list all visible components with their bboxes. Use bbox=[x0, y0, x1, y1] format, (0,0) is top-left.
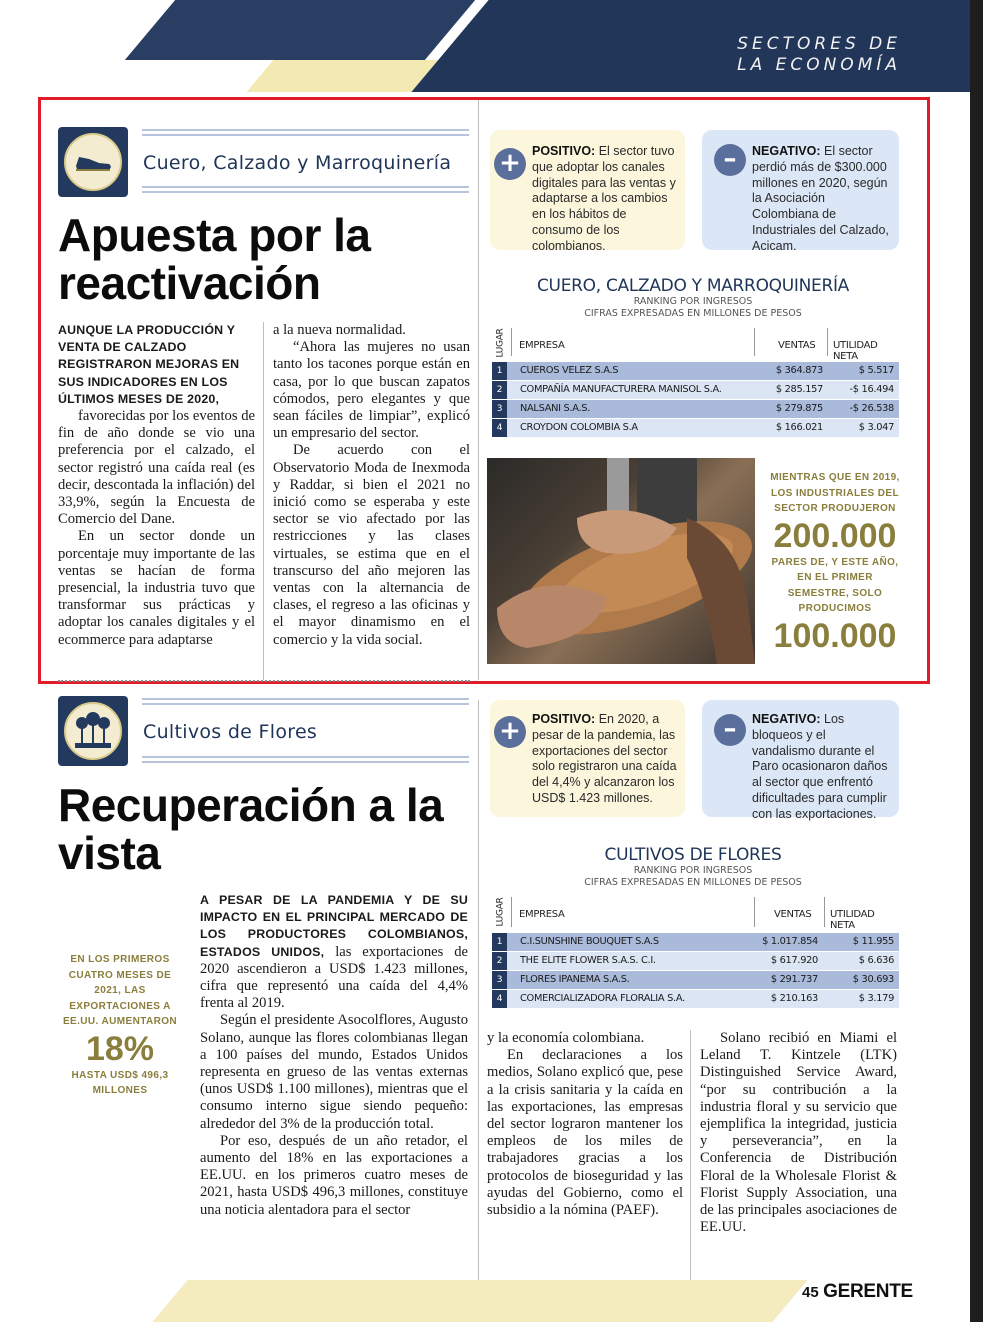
table-subtitle: RANKING POR INGRESOS bbox=[633, 865, 753, 876]
headline: Recuperación a la vista bbox=[58, 779, 444, 879]
positive-label: POSITIVO: bbox=[532, 712, 596, 726]
table-row bbox=[492, 990, 899, 1008]
title-rule-bottom bbox=[142, 186, 469, 193]
stat-number: 100.000 bbox=[773, 616, 897, 655]
rank-cell: 4 bbox=[492, 419, 507, 437]
section-title: Cuero, Calzado y Marroquinería bbox=[143, 152, 452, 174]
stat-text: HASTA USD$ 496,3 MILLONES bbox=[71, 1069, 169, 1096]
company-cell: C.I.SUNSHINE BOUQUET S.A.S bbox=[520, 936, 659, 947]
title-rule-top bbox=[142, 129, 469, 136]
rank-cell: 1 bbox=[492, 362, 507, 380]
paragraph: favorecidas por los eventos de fin de año donde se vio una preferencia por el calzado, el sector registró una caída real (es decir, descontada la inflación) del 33,9%, según la Encuesta de Comercio del Dane. bbox=[58, 408, 255, 528]
table-body bbox=[492, 897, 899, 1009]
company-cell: THE ELITE FLOWER S.A.S. C.I. bbox=[520, 955, 656, 966]
title-rule-top bbox=[142, 698, 469, 705]
article2-col1 bbox=[200, 892, 468, 1219]
net-income-cell: $ 11.955 bbox=[852, 936, 894, 947]
section-title: Cultivos de Flores bbox=[143, 721, 318, 743]
paragraph: y la economía colombiana. bbox=[487, 1030, 645, 1046]
paragraph: En declaraciones a los medios, Solano explicó que, pese a la crisis sanitaria y la caída en las exportaciones, las empresas del sector lograron mantener los empleos de los miles de trabajadores gracias a los protocolos de bioseguridad y las ayudas del Gobierno, como el subsidio a la nómina (PAEF). bbox=[487, 1047, 683, 1219]
paragraph: “Ahora las mujeres no usan tanto los tacones porque están en casa, por lo que buscan zapatos cómodos, pero elegantes y que sean fáciles de limpiar”, explicó un empresario del sector. bbox=[273, 339, 470, 442]
column-rule bbox=[690, 1030, 691, 1280]
table-row bbox=[492, 362, 899, 380]
sales-cell: $ 210.163 bbox=[770, 993, 818, 1004]
paragraph: las exportaciones de 2020 ascendieron a USD$ 1.423 millones, cifra que representó una caída del 4,4% frenta al 2019. bbox=[200, 943, 468, 1012]
paragraph: Según el presidente Asocolflores, Augusto Solano, aunque las flores colombianas llegan a 100 países del mundo, Estados Unidos representa en grueso de las ventas externas (unos USD$ 1.100 millones), mientras que el consumo interno sigue siendo pequeño: alrededor del 3% de la producción total. bbox=[200, 1012, 468, 1132]
minus-icon: – bbox=[714, 714, 746, 746]
shoemaking-photo bbox=[487, 458, 755, 664]
palm-flowers-icon bbox=[58, 696, 128, 766]
negative-text: El sector perdió más de $300.000 millones en 2020, según la Asociación Colombiana de Industriales del Calzado, Acicam. bbox=[752, 144, 889, 253]
sales-cell: $ 617.920 bbox=[770, 955, 818, 966]
table-body bbox=[492, 328, 899, 436]
column-divider bbox=[824, 897, 825, 927]
table-subtitle: CIFRAS EXPRESADAS EN MILLONES DE PESOS bbox=[584, 877, 802, 888]
title-rule-bottom bbox=[142, 756, 469, 763]
ranking-table-2 bbox=[487, 845, 899, 1004]
dotted-divider bbox=[58, 680, 470, 682]
stat-number: 200.000 bbox=[773, 516, 897, 555]
right-edge bbox=[970, 92, 983, 1322]
company-cell: COMPAÑÍA MANUFACTURERA MANISOL S.A. bbox=[520, 384, 722, 395]
paragraph: Por eso, después de un año retador, el aumento del 18% en las exportaciones a EE.UU. en los primeros cuatro meses de 2021, hasta USD$ 496,3 millones, constituye una noticia alentadora para el sector bbox=[200, 1132, 468, 1218]
plus-icon: + bbox=[494, 148, 526, 180]
negative-text: Los bloqueos y el vandalismo durante el Paro ocasionaron daños al sector que enfrentó dificultades para cumplir con las exportaciones. bbox=[752, 712, 888, 821]
paragraph: En un sector donde un porcentaje muy importante de las ventas se hacían de forma presencial, la industria tuvo que transformar sus prácticas y adoptar los canales digitales y el ecommerce para adaptarse bbox=[58, 528, 255, 648]
paragraph: Solano recibió en Miami el Leland T. Kintzele (LTK) Distinguished Service Award, “por su contribución a la industria floral y su servicio que ejemplifica la integridad, justicia y perseverancia”, en la Conferencia de Distribución Floral de la Wholesale Florist & Florist Supply Association, una de las principales asociaciones de EE.UU. bbox=[700, 1030, 897, 1236]
column-header-lugar: LUGAR bbox=[495, 897, 506, 927]
rank-cell: 1 bbox=[492, 933, 507, 951]
table-title: CULTIVOS DE FLORES bbox=[604, 845, 782, 865]
negative-box bbox=[702, 700, 899, 821]
stat-text: EN LOS PRIMEROS CUATRO MESES DE 2021, LAS EXPORTACIONES A EE.UU. AUMENTARON bbox=[62, 954, 178, 1027]
negative-label: NEGATIVO: bbox=[752, 712, 821, 726]
company-cell: FLORES IPANEMA S.A.S. bbox=[520, 974, 630, 985]
net-income-cell: $ 6.636 bbox=[858, 955, 894, 966]
net-income-cell: $ 5.517 bbox=[858, 365, 894, 376]
sales-cell: $ 279.875 bbox=[775, 403, 823, 414]
table-row bbox=[492, 971, 899, 989]
column-divider bbox=[511, 328, 512, 356]
article2-col3 bbox=[700, 1030, 897, 1236]
rank-cell: 2 bbox=[492, 952, 507, 970]
stat-text: PARES DE, Y ESTE AÑO, EN EL PRIMER SEMESTRE, SOLO PRODUCIMOS bbox=[771, 556, 899, 614]
rank-cell: 4 bbox=[492, 990, 507, 1008]
positive-label: POSITIVO: bbox=[532, 144, 596, 158]
positive-box bbox=[490, 130, 685, 253]
rank-cell: 2 bbox=[492, 381, 507, 399]
paragraph: De acuerdo con el Observatorio Moda de Inexmoda y Raddar, si bien el 2021 no inició como se esperaba y este sector se vio afectado por las restricciones y las clases virtuales, se estima que en el transcurso del año mejoren las ventas con la alternancia de clases, el regreso a las oficinas y el mayor dinamismo en el comercio y la vida social. bbox=[273, 442, 470, 648]
sales-cell: $ 291.737 bbox=[770, 974, 818, 985]
article1-col1 bbox=[58, 322, 255, 649]
stat-block bbox=[770, 470, 900, 655]
net-income-cell: $ 3.047 bbox=[858, 422, 894, 433]
column-divider bbox=[511, 897, 512, 927]
ranking-table-1 bbox=[487, 276, 899, 433]
column-header-ventas: VENTAS bbox=[774, 909, 812, 920]
negative-box bbox=[702, 130, 899, 253]
table-row bbox=[492, 381, 899, 399]
table-row bbox=[492, 400, 899, 418]
company-cell: CROYDON COLOMBIA S.A bbox=[520, 422, 638, 433]
column-rule bbox=[263, 322, 264, 680]
positive-text: El sector tuvo que adoptar los canales digitales para las ventas y adaptarse a los cambios en los hábitos de consumo de los colombianos. bbox=[532, 144, 676, 253]
stat-number: 18% bbox=[85, 1029, 155, 1068]
page-number: 45 bbox=[802, 1284, 819, 1301]
table-subtitle: RANKING POR INGRESOS bbox=[633, 296, 753, 307]
sales-cell: $ 1.017.854 bbox=[762, 936, 818, 947]
magazine-brand: GERENTE bbox=[823, 1281, 913, 1302]
positive-box bbox=[490, 700, 685, 817]
plus-icon: + bbox=[494, 716, 526, 748]
sales-cell: $ 285.157 bbox=[775, 384, 823, 395]
table-title: CUERO, CALZADO Y MARROQUINERÍA bbox=[536, 276, 850, 296]
section-label-line2: LA ECONOMÍA bbox=[737, 55, 901, 75]
column-rule bbox=[478, 100, 479, 680]
positive-text: En 2020, a pesar de la pandemia, las exportaciones del sector solo registraron una caída del 4,4% y alcanzaron los USD$ 1.423 millones. bbox=[532, 712, 677, 805]
side-stat-block bbox=[55, 952, 185, 1099]
column-header-utilidad: UTILIDAD NETA bbox=[830, 909, 875, 931]
article2-col2 bbox=[487, 1030, 683, 1219]
section-label-line1: SECTORES DE bbox=[737, 34, 901, 54]
column-divider bbox=[754, 897, 755, 927]
table-subtitle: CIFRAS EXPRESADAS EN MILLONES DE PESOS bbox=[584, 308, 802, 319]
article1-col2 bbox=[273, 322, 470, 649]
column-divider bbox=[754, 328, 755, 356]
net-income-cell: $ 3.179 bbox=[858, 993, 894, 1004]
company-cell: NALSANI S.A.S. bbox=[520, 403, 591, 414]
page-footer bbox=[802, 1281, 913, 1303]
headline: Apuesta por la reactivación bbox=[58, 209, 371, 309]
rank-cell: 3 bbox=[492, 971, 507, 989]
sales-cell: $ 166.021 bbox=[775, 422, 823, 433]
table-row bbox=[492, 952, 899, 970]
minus-icon: – bbox=[714, 144, 746, 176]
table-row bbox=[492, 933, 899, 951]
company-cell: COMERCIALIZADORA FLORALIA S.A. bbox=[520, 993, 685, 1004]
lead-text: AUNQUE LA PRODUCCIÓN Y VENTA DE CALZADO REGISTRARON MEJORAS EN SUS INDICADORES EN LOS ÚLTIMOS MESES DE 2020, bbox=[58, 323, 240, 406]
column-rule bbox=[478, 700, 479, 1280]
net-income-cell: -$ 16.494 bbox=[849, 384, 894, 395]
company-cell: CUEROS VELEZ S.A.S bbox=[520, 365, 619, 376]
column-header-lugar: LUGAR bbox=[495, 328, 506, 358]
net-income-cell: -$ 26.538 bbox=[849, 403, 894, 414]
sales-cell: $ 364.873 bbox=[775, 365, 823, 376]
shoe-icon bbox=[58, 127, 128, 197]
lead-text: A PESAR DE LA PANDEMIA Y DE SU IMPACTO EN EL PRINCIPAL MERCADO DE LOS PRODUCTORES COLOMBIANOS, ESTADOS UNIDOS, bbox=[200, 893, 468, 959]
column-header-utilidad: UTILIDAD NETA bbox=[833, 340, 878, 362]
negative-label: NEGATIVO: bbox=[752, 144, 821, 158]
column-header-ventas: VENTAS bbox=[778, 340, 816, 351]
column-divider bbox=[827, 328, 828, 356]
column-header-empresa: EMPRESA bbox=[519, 340, 565, 351]
net-income-cell: $ 30.693 bbox=[852, 974, 894, 985]
table-row bbox=[492, 419, 899, 437]
paragraph: a la nueva normalidad. bbox=[273, 322, 406, 338]
column-header-empresa: EMPRESA bbox=[519, 909, 565, 920]
section-label bbox=[737, 34, 901, 76]
rank-cell: 3 bbox=[492, 400, 507, 418]
stat-text: MIENTRAS QUE EN 2019, LOS INDUSTRIALES DEL SECTOR PRODUJERON bbox=[770, 472, 900, 514]
